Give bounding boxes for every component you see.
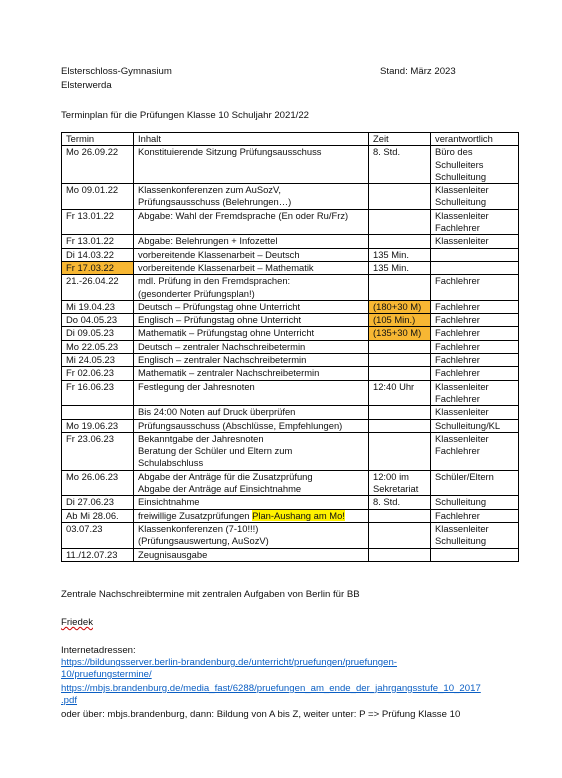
cell-inhalt — [134, 146, 369, 184]
cell-zeit — [369, 235, 431, 248]
cell-termin-line: Mo 09.01.22 — [66, 184, 119, 196]
cell-inhalt — [134, 261, 369, 274]
cell-inhalt — [134, 406, 369, 419]
cell-termin — [62, 380, 134, 406]
internet-label: Internetadressen: — [61, 645, 136, 656]
document-title: Terminplan für die Prüfungen Klasse 10 Schuljahr 2021/22 — [61, 110, 309, 121]
cell-termin-line: Di 14.03.22 — [66, 248, 114, 260]
cell-verantwortlich — [431, 275, 519, 301]
table-row — [62, 235, 519, 248]
table-row — [62, 300, 519, 313]
cell-inhalt-line: Prüfungsausschuss (Belehrungen…) — [138, 196, 292, 208]
cell-inhalt-line: Klassenkonferenzen zum AuSozV, — [138, 184, 281, 196]
cell-zeit — [369, 354, 431, 367]
header-termin: Termin — [62, 133, 134, 146]
cell-inhalt — [134, 380, 369, 406]
table-row — [62, 184, 519, 210]
cell-verantwortlich-line: Schulleiters — [435, 158, 484, 170]
cell-zeit — [369, 184, 431, 210]
cell-verantwortlich-line: Fachlehrer — [435, 327, 480, 339]
cell-inhalt-line: Festlegung der Jahresnoten — [138, 380, 255, 392]
cell-termin-line: Fr 17.03.22 — [66, 261, 114, 273]
cell-termin — [62, 470, 134, 496]
cell-verantwortlich-line: Klassenleiter — [435, 209, 489, 221]
table-row — [62, 354, 519, 367]
cell-termin — [62, 235, 134, 248]
cell-zeit-line: 12:40 Uhr — [373, 380, 415, 392]
cell-verantwortlich-line: Schulleitung/KL — [435, 419, 501, 431]
cell-termin-line: Fr 13.01.22 — [66, 235, 114, 247]
cell-termin — [62, 209, 134, 235]
cell-termin — [62, 314, 134, 327]
cell-verantwortlich-line: Fachlehrer — [435, 314, 480, 326]
link-bildungsserver-line2[interactable]: 10/pruefungstermine/ — [61, 669, 152, 680]
cell-zeit — [369, 209, 431, 235]
cell-verantwortlich — [431, 300, 519, 313]
cell-verantwortlich — [431, 548, 519, 561]
cell-verantwortlich — [431, 248, 519, 261]
other-access-note: oder über: mbjs.brandenburg, dann: Bildung von A bis Z, weiter unter: P => Prüfung Klasse 10 — [61, 709, 461, 720]
cell-termin — [62, 248, 134, 261]
cell-verantwortlich-line: Fachlehrer — [435, 392, 480, 404]
cell-zeit — [369, 327, 431, 340]
cell-verantwortlich — [431, 209, 519, 235]
cell-termin — [62, 146, 134, 184]
cell-inhalt-line: Abgabe der Anträge für die Zusatzprüfung — [138, 470, 313, 482]
link-mbjs-line2[interactable]: .pdf — [61, 695, 78, 706]
cell-termin — [62, 419, 134, 432]
cell-verantwortlich — [431, 522, 519, 548]
cell-inhalt — [134, 419, 369, 432]
cell-termin-line: Di 27.06.23 — [66, 496, 114, 508]
cell-verantwortlich — [431, 367, 519, 380]
cell-verantwortlich — [431, 261, 519, 274]
cell-inhalt-line: Englisch – zentraler Nachschreibetermin — [138, 354, 307, 366]
cell-zeit — [369, 275, 431, 301]
cell-zeit-line: (105 Min.) — [373, 314, 416, 326]
cell-verantwortlich — [431, 327, 519, 340]
table-row — [62, 146, 519, 184]
cell-verantwortlich-line: Fachlehrer — [435, 222, 480, 234]
table-row — [62, 367, 519, 380]
table-row — [62, 248, 519, 261]
cell-verantwortlich — [431, 419, 519, 432]
table-row — [62, 314, 519, 327]
cell-inhalt-line: Mathematik – zentraler Nachschreibetermin — [138, 367, 320, 379]
school-name: Elsterschloss-Gymnasium — [61, 66, 172, 77]
cell-inhalt — [134, 184, 369, 210]
cell-verantwortlich — [431, 406, 519, 419]
cell-inhalt-line: Mathematik – Prüfungstag ohne Unterricht — [138, 327, 315, 339]
cell-zeit-line: Sekretariat — [373, 483, 419, 495]
cell-termin-line: Mi 19.04.23 — [66, 300, 115, 312]
cell-zeit — [369, 509, 431, 522]
town-name: Elsterwerda — [61, 80, 112, 91]
cell-inhalt-line: Beratung der Schüler und Eltern zum — [138, 445, 293, 457]
cell-verantwortlich-line: Fachlehrer — [435, 509, 480, 521]
cell-termin-line: 03.07.23 — [66, 522, 103, 534]
cell-termin-line: Fr 23.06.23 — [66, 432, 114, 444]
footer-note: Zentrale Nachschreibtermine mit zentralen Aufgaben von Berlin für BB — [61, 589, 360, 600]
cell-verantwortlich-line: Fachlehrer — [435, 367, 480, 379]
cell-inhalt — [134, 470, 369, 496]
table-row — [62, 432, 519, 470]
cell-inhalt-line: Abgabe: Belehrungen + Infozettel — [138, 235, 278, 247]
cell-inhalt — [134, 522, 369, 548]
cell-inhalt — [134, 235, 369, 248]
cell-zeit — [369, 419, 431, 432]
cell-verantwortlich-line: Schulleitung — [435, 496, 487, 508]
cell-verantwortlich — [431, 496, 519, 509]
cell-verantwortlich-line: Fachlehrer — [435, 354, 480, 366]
cell-inhalt — [134, 548, 369, 561]
cell-verantwortlich — [431, 235, 519, 248]
cell-verantwortlich-line: Klassenleiter — [435, 432, 489, 444]
cell-termin — [62, 327, 134, 340]
cell-inhalt-line: Konstituierende Sitzung Prüfungsausschuss — [138, 146, 322, 158]
table-row — [62, 419, 519, 432]
cell-termin — [62, 522, 134, 548]
cell-verantwortlich — [431, 432, 519, 470]
plan-aushang-highlight: Plan-Aushang am Mo! — [252, 509, 345, 521]
cell-inhalt-line: freiwillige Zusatzprüfungen Plan-Aushang am Mo! — [138, 509, 345, 521]
cell-termin-line: Fr 02.06.23 — [66, 367, 114, 379]
cell-inhalt-line: Zeugnisausgabe — [138, 548, 208, 560]
table-row — [62, 470, 519, 496]
header-inhalt: Inhalt — [134, 133, 369, 146]
cell-zeit-line: (180+30 M) — [373, 300, 422, 312]
cell-termin — [62, 548, 134, 561]
cell-termin-line: 11./12.07.23 — [66, 548, 118, 560]
cell-inhalt-line: Deutsch – zentraler Nachschreibetermin — [138, 340, 306, 352]
cell-inhalt — [134, 209, 369, 235]
cell-verantwortlich-line: Fachlehrer — [435, 300, 480, 312]
signature: Friedek — [61, 617, 93, 628]
cell-verantwortlich-line: Schulleitung — [435, 196, 487, 208]
cell-inhalt-line: Abgabe der Anträge auf Einsichtnahme — [138, 483, 302, 495]
cell-zeit-line: 8. Std. — [373, 146, 401, 158]
cell-termin-line: Fr 16.06.23 — [66, 380, 114, 392]
cell-termin-line: Mo 26.06.23 — [66, 470, 119, 482]
table-row — [62, 340, 519, 353]
cell-verantwortlich — [431, 184, 519, 210]
cell-verantwortlich — [431, 340, 519, 353]
cell-verantwortlich-line: Fachlehrer — [435, 445, 480, 457]
cell-termin-line: Mo 26.09.22 — [66, 146, 119, 158]
cell-inhalt-line: Schulabschluss — [138, 457, 204, 469]
cell-verantwortlich-line: Schüler/Eltern — [435, 470, 494, 482]
cell-termin-line: 21.-26.04.22 — [66, 275, 119, 287]
schedule-table — [61, 132, 519, 562]
table-row — [62, 522, 519, 548]
cell-verantwortlich — [431, 146, 519, 184]
cell-termin-line: Mo 19.06.23 — [66, 419, 119, 431]
cell-verantwortlich-line: Büro des — [435, 146, 473, 158]
cell-termin — [62, 354, 134, 367]
cell-inhalt — [134, 300, 369, 313]
cell-inhalt — [134, 327, 369, 340]
table-row — [62, 406, 519, 419]
cell-zeit — [369, 406, 431, 419]
cell-termin-line: Di 09.05.23 — [66, 327, 114, 339]
cell-zeit — [369, 432, 431, 470]
cell-inhalt-line: Klassenkonferenzen (7-10!!!) — [138, 522, 259, 534]
table-row — [62, 275, 519, 301]
cell-verantwortlich — [431, 314, 519, 327]
cell-termin-line: Ab Mi 28.06. — [66, 509, 119, 521]
cell-inhalt — [134, 340, 369, 353]
cell-inhalt-line: Einsichtnahme — [138, 496, 200, 508]
link-bildungsserver-line1[interactable]: https://bildungsserver.berlin-brandenburg.de/unterricht/pruefungen/pruefungen- — [61, 657, 398, 668]
table-row — [62, 380, 519, 406]
cell-zeit-line: 12:00 im — [373, 470, 409, 482]
header-zeit: Zeit — [369, 133, 431, 146]
table-row — [62, 496, 519, 509]
cell-inhalt — [134, 354, 369, 367]
cell-zeit-line: 135 Min. — [373, 261, 409, 273]
cell-termin — [62, 509, 134, 522]
cell-inhalt-line: (gesonderter Prüfungsplan!) — [138, 287, 255, 299]
cell-zeit — [369, 522, 431, 548]
cell-termin-line: Mi 24.05.23 — [66, 354, 115, 366]
cell-inhalt — [134, 367, 369, 380]
cell-verantwortlich-line: Schulleitung — [435, 535, 487, 547]
cell-zeit — [369, 470, 431, 496]
cell-zeit — [369, 340, 431, 353]
link-mbjs-line1[interactable]: https://mbjs.brandenburg.de/media_fast/6288/pruefungen_am_ende_der_jahrgangsstufe_10_2017 — [61, 683, 481, 694]
cell-termin-line: Fr 13.01.22 — [66, 209, 114, 221]
header-verantwortlich: verantwortlich — [431, 133, 519, 146]
cell-verantwortlich-line: Klassenleiter — [435, 406, 489, 418]
cell-verantwortlich-line: Klassenleiter — [435, 235, 489, 247]
cell-verantwortlich-line: Fachlehrer — [435, 275, 480, 287]
cell-inhalt — [134, 432, 369, 470]
cell-termin — [62, 275, 134, 301]
cell-inhalt — [134, 496, 369, 509]
cell-termin — [62, 406, 134, 419]
cell-verantwortlich-line: Fachlehrer — [435, 340, 480, 352]
cell-verantwortlich — [431, 354, 519, 367]
cell-termin — [62, 367, 134, 380]
cell-inhalt — [134, 314, 369, 327]
table-row — [62, 327, 519, 340]
cell-verantwortlich-line: Klassenleiter — [435, 380, 489, 392]
cell-verantwortlich — [431, 380, 519, 406]
cell-termin — [62, 300, 134, 313]
cell-zeit — [369, 248, 431, 261]
cell-termin — [62, 184, 134, 210]
cell-inhalt — [134, 248, 369, 261]
table-header-row — [62, 133, 519, 146]
cell-zeit-line: 135 Min. — [373, 248, 409, 260]
cell-inhalt-line: vorbereitende Klassenarbeit – Deutsch — [138, 248, 300, 260]
cell-termin — [62, 261, 134, 274]
cell-inhalt — [134, 275, 369, 301]
cell-inhalt-line: Bis 24:00 Noten auf Druck überprüfen — [138, 406, 296, 418]
cell-zeit — [369, 548, 431, 561]
cell-zeit — [369, 314, 431, 327]
cell-verantwortlich-line: Klassenleiter — [435, 522, 489, 534]
cell-inhalt-line: Abgabe: Wahl der Fremdsprache (En oder Ru/Frz) — [138, 209, 349, 221]
cell-termin — [62, 340, 134, 353]
cell-inhalt — [134, 509, 369, 522]
cell-termin — [62, 496, 134, 509]
table-row — [62, 209, 519, 235]
cell-zeit — [369, 380, 431, 406]
cell-inhalt-line: vorbereitende Klassenarbeit – Mathematik — [138, 261, 314, 273]
cell-zeit-line: (135+30 M) — [373, 327, 422, 339]
table-row — [62, 548, 519, 561]
cell-verantwortlich-line: Klassenleiter — [435, 184, 489, 196]
cell-verantwortlich — [431, 509, 519, 522]
cell-inhalt-line: mdl. Prüfung in den Fremdsprachen: — [138, 275, 291, 287]
cell-zeit-line: 8. Std. — [373, 496, 401, 508]
cell-termin-line: Mo 22.05.23 — [66, 340, 119, 352]
cell-inhalt-line: (Prüfungsauswertung, AuSozV) — [138, 535, 269, 547]
cell-inhalt-line: Prüfungsausschuss (Abschlüsse, Empfehlungen) — [138, 419, 343, 431]
table-row — [62, 261, 519, 274]
cell-termin — [62, 432, 134, 470]
cell-verantwortlich — [431, 470, 519, 496]
cell-zeit — [369, 300, 431, 313]
cell-zeit — [369, 261, 431, 274]
cell-zeit — [369, 146, 431, 184]
cell-inhalt-line: Deutsch – Prüfungstag ohne Unterricht — [138, 300, 301, 312]
cell-termin-line: Do 04.05.23 — [66, 314, 118, 326]
cell-zeit — [369, 496, 431, 509]
stand-date: Stand: März 2023 — [380, 66, 456, 77]
cell-inhalt-line: Bekanntgabe der Jahresnoten — [138, 432, 264, 444]
table-row — [62, 509, 519, 522]
cell-verantwortlich-line: Schulleitung — [435, 170, 487, 182]
cell-inhalt-line: Englisch – Prüfungstag ohne Unterricht — [138, 314, 302, 326]
cell-zeit — [369, 367, 431, 380]
